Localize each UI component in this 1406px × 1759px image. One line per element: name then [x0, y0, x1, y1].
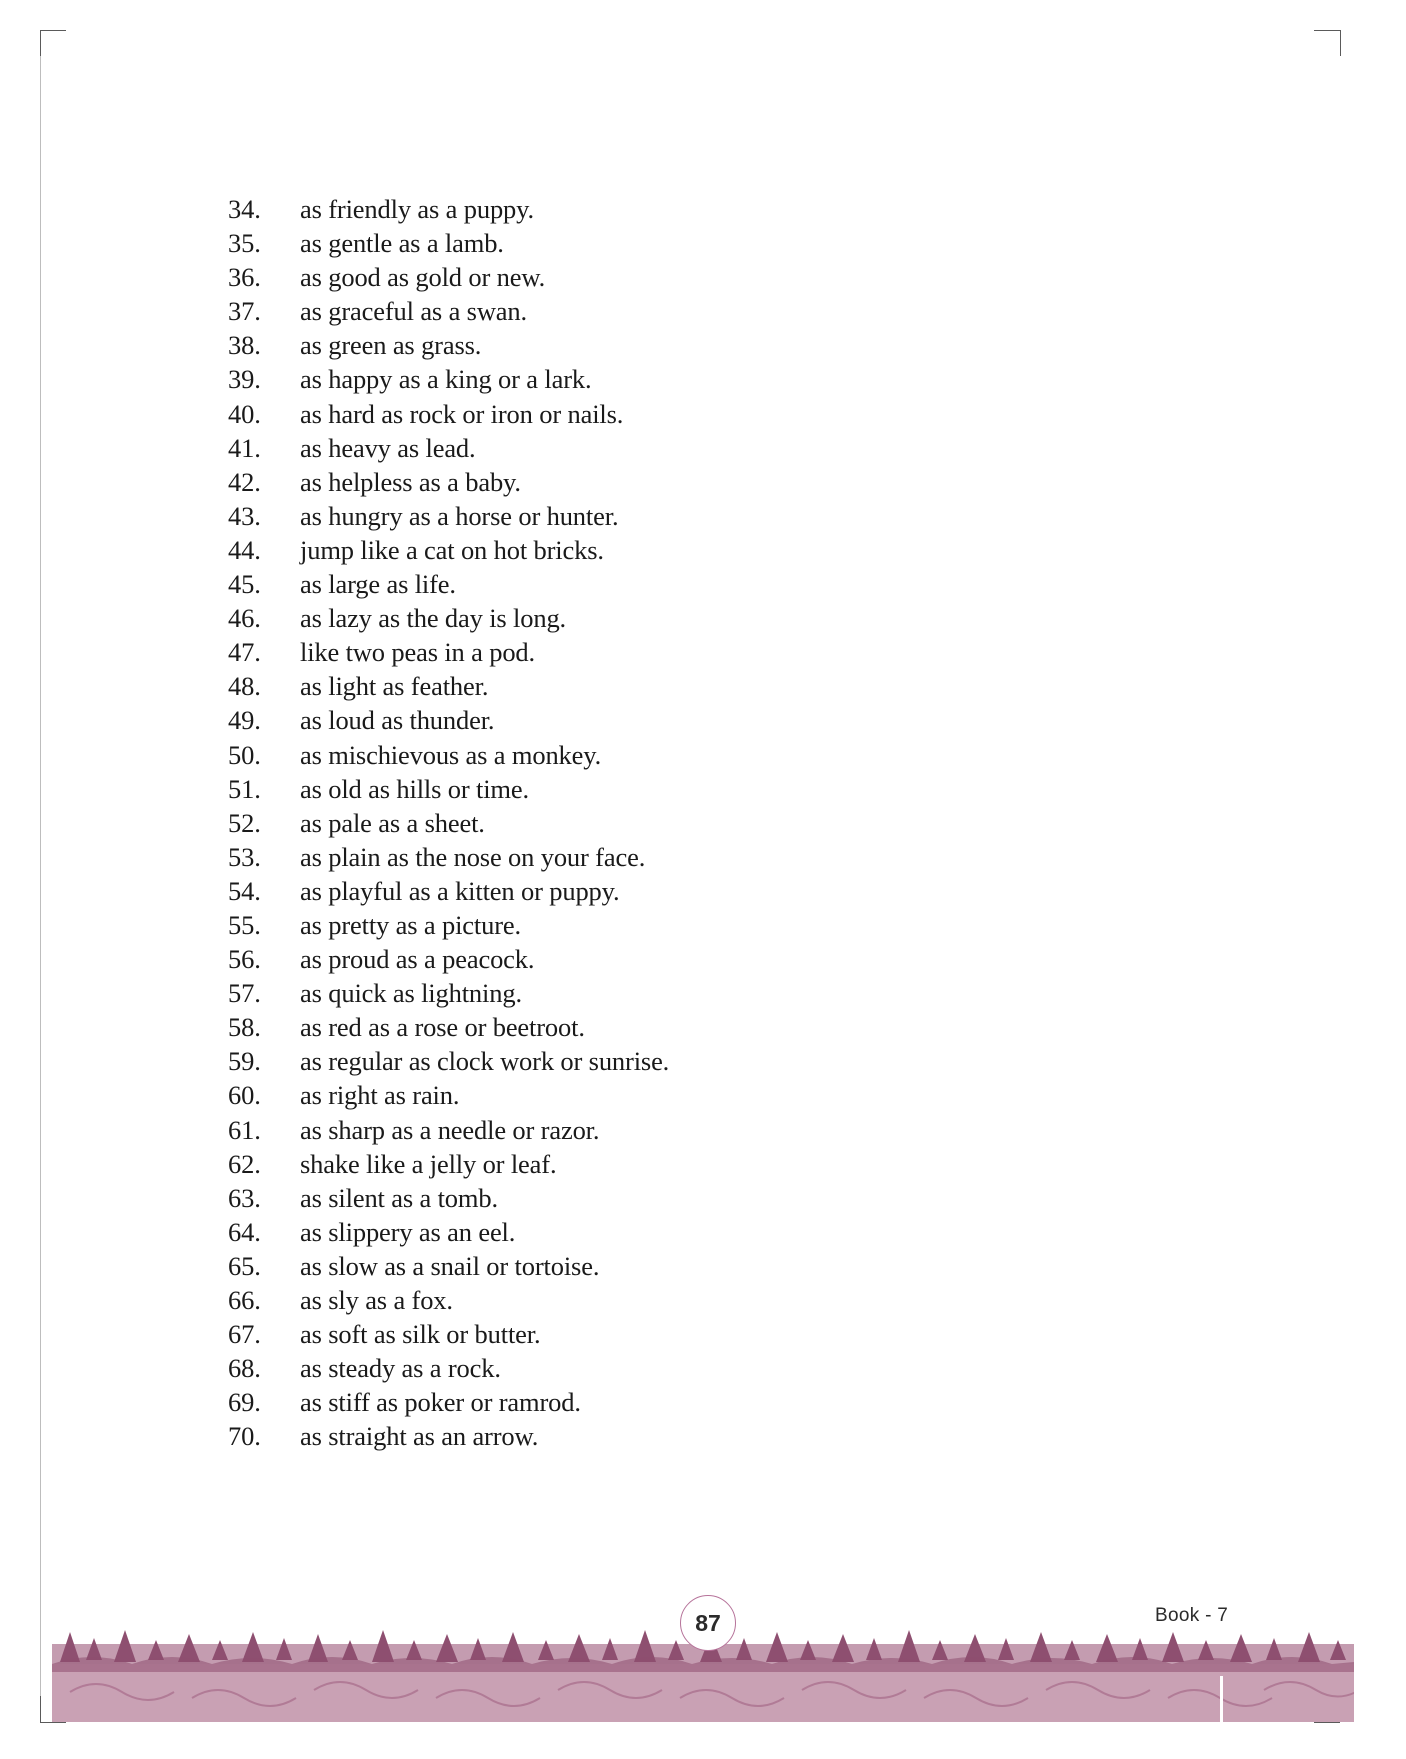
list-item — [228, 908, 1128, 942]
list-item — [228, 738, 1128, 772]
list-item — [228, 1113, 1128, 1147]
list-item-text: as loud as thunder. — [300, 705, 495, 736]
list-item — [228, 1351, 1128, 1385]
list-item-number: 42. — [228, 466, 261, 497]
list-item — [228, 1010, 1128, 1044]
list-item-text: as pale as a sheet. — [300, 807, 485, 838]
list-item — [228, 1419, 1128, 1453]
list-item — [228, 294, 1128, 328]
list-item — [228, 499, 1128, 533]
list-item — [228, 772, 1128, 806]
list-item-text: as hungry as a horse or hunter. — [300, 500, 619, 531]
list-item-number: 35. — [228, 228, 261, 259]
list-item — [228, 1044, 1128, 1078]
list-item-text: as slippery as an eel. — [300, 1216, 516, 1247]
list-item-number: 59. — [228, 1046, 261, 1077]
list-item-text: as friendly as a puppy. — [300, 194, 535, 224]
list-item-number: 53. — [228, 841, 261, 872]
list-item-text: as large as life. — [300, 569, 456, 600]
list-item-text: as green as grass. — [300, 330, 482, 361]
list-item-text: as straight as an arrow. — [300, 1421, 539, 1452]
list-item — [228, 1215, 1128, 1249]
list-item — [228, 840, 1128, 874]
list-item-number: 61. — [228, 1114, 261, 1145]
list-item — [228, 1147, 1128, 1181]
list-item-text: as regular as clock work or sunrise. — [300, 1046, 670, 1077]
list-item-number: 58. — [228, 1012, 261, 1043]
list-item-number: 60. — [228, 1080, 261, 1111]
list-item-text: as red as a rose or beetroot. — [300, 1012, 585, 1043]
list-item-text: as happy as a king or a lark. — [300, 364, 592, 395]
list-item-number: 46. — [228, 603, 261, 634]
list-item-number: 38. — [228, 330, 261, 361]
list-item-number: 51. — [228, 773, 261, 804]
list-item-text: as lazy as the day is long. — [300, 603, 567, 634]
list-item — [228, 806, 1128, 840]
list-item-number: 68. — [228, 1353, 261, 1384]
list-item-text: as graceful as a swan. — [300, 296, 527, 327]
list-item-number: 70. — [228, 1421, 261, 1452]
list-item — [228, 431, 1128, 465]
trim-line — [40, 30, 41, 1722]
list-item-number: 50. — [228, 739, 261, 770]
list-item-text: as good as gold or new. — [300, 262, 546, 293]
list-item-text: as soft as silk or butter. — [300, 1319, 541, 1350]
list-item — [228, 192, 1128, 226]
list-item-number: 48. — [228, 671, 261, 702]
list-item-text: as old as hills or time. — [300, 773, 529, 804]
list-item-text: as quick as lightning. — [300, 978, 522, 1009]
list-item-number: 54. — [228, 875, 261, 906]
list-item — [228, 1385, 1128, 1419]
book-label: Book - 7 — [1155, 1605, 1229, 1626]
list-item-number: 41. — [228, 432, 261, 463]
list-item-number: 69. — [228, 1387, 261, 1418]
list-item-text: as silent as a tomb. — [300, 1182, 498, 1213]
list-item-text: as proud as a peacock. — [300, 944, 535, 975]
list-item-text: as sly as a fox. — [300, 1285, 453, 1315]
list-item-number: 37. — [228, 296, 261, 327]
list-item — [228, 567, 1128, 601]
list-item-text: as slow as a snail or tortoise. — [300, 1250, 600, 1281]
page-number: 87 — [680, 1595, 736, 1651]
list-item-number: 57. — [228, 978, 261, 1009]
list-item-text: like two peas in a pod. — [300, 637, 535, 668]
list-item — [228, 669, 1128, 703]
list-item-number: 40. — [228, 398, 261, 429]
list-item-text: as hard as rock or iron or nails. — [300, 398, 624, 429]
list-item-number: 39. — [228, 364, 261, 395]
similes-list — [228, 192, 1128, 1453]
list-item — [228, 1181, 1128, 1215]
list-item — [228, 942, 1128, 976]
list-item — [228, 1283, 1128, 1317]
list-item — [228, 1249, 1128, 1283]
list-item-number: 66. — [228, 1285, 261, 1315]
list-item-text: as steady as a rock. — [300, 1353, 501, 1384]
list-item-text: as plain as the nose on your face. — [300, 841, 646, 872]
list-item-text: as helpless as a baby. — [300, 466, 521, 497]
list-item-number: 55. — [228, 909, 261, 940]
list-item — [228, 1078, 1128, 1112]
list-item — [228, 260, 1128, 294]
list-item — [228, 601, 1128, 635]
list-item-text: as gentle as a lamb. — [300, 228, 504, 259]
list-item-number: 43. — [228, 500, 261, 531]
list-item-number: 52. — [228, 807, 261, 838]
list-item-text: jump like a cat on hot bricks. — [300, 534, 604, 565]
list-item-number: 62. — [228, 1148, 261, 1179]
list-item — [228, 362, 1128, 396]
list-item-number: 67. — [228, 1319, 261, 1350]
band-gap — [1220, 1676, 1223, 1722]
list-item — [228, 465, 1128, 499]
list-item-text: as light as feather. — [300, 671, 489, 702]
list-item-text: as pretty as a picture. — [300, 909, 521, 940]
list-item-text: as right as rain. — [300, 1080, 460, 1111]
list-item-text: as stiff as poker or ramrod. — [300, 1387, 581, 1418]
list-item — [228, 703, 1128, 737]
list-item — [228, 226, 1128, 260]
list-item-text: as playful as a kitten or puppy. — [300, 875, 620, 906]
list-item — [228, 874, 1128, 908]
list-item-number: 63. — [228, 1182, 261, 1213]
list-item — [228, 397, 1128, 431]
list-item-number: 44. — [228, 534, 261, 565]
list-item-number: 34. — [228, 194, 261, 224]
list-item-number: 65. — [228, 1250, 261, 1281]
list-item-number: 47. — [228, 637, 261, 668]
list-item — [228, 976, 1128, 1010]
list-item-text: shake like a jelly or leaf. — [300, 1148, 557, 1179]
list-item — [228, 533, 1128, 567]
list-item — [228, 328, 1128, 362]
list-item — [228, 1317, 1128, 1351]
list-item-text: as heavy as lead. — [300, 432, 476, 463]
list-item-number: 56. — [228, 944, 261, 975]
list-item-text: as sharp as a needle or razor. — [300, 1114, 600, 1145]
list-item-number: 45. — [228, 569, 261, 600]
list-item-text: as mischievous as a monkey. — [300, 739, 602, 770]
list-item — [228, 635, 1128, 669]
list-item-number: 36. — [228, 262, 261, 293]
list-item-number: 49. — [228, 705, 261, 736]
list-item-number: 64. — [228, 1216, 261, 1247]
